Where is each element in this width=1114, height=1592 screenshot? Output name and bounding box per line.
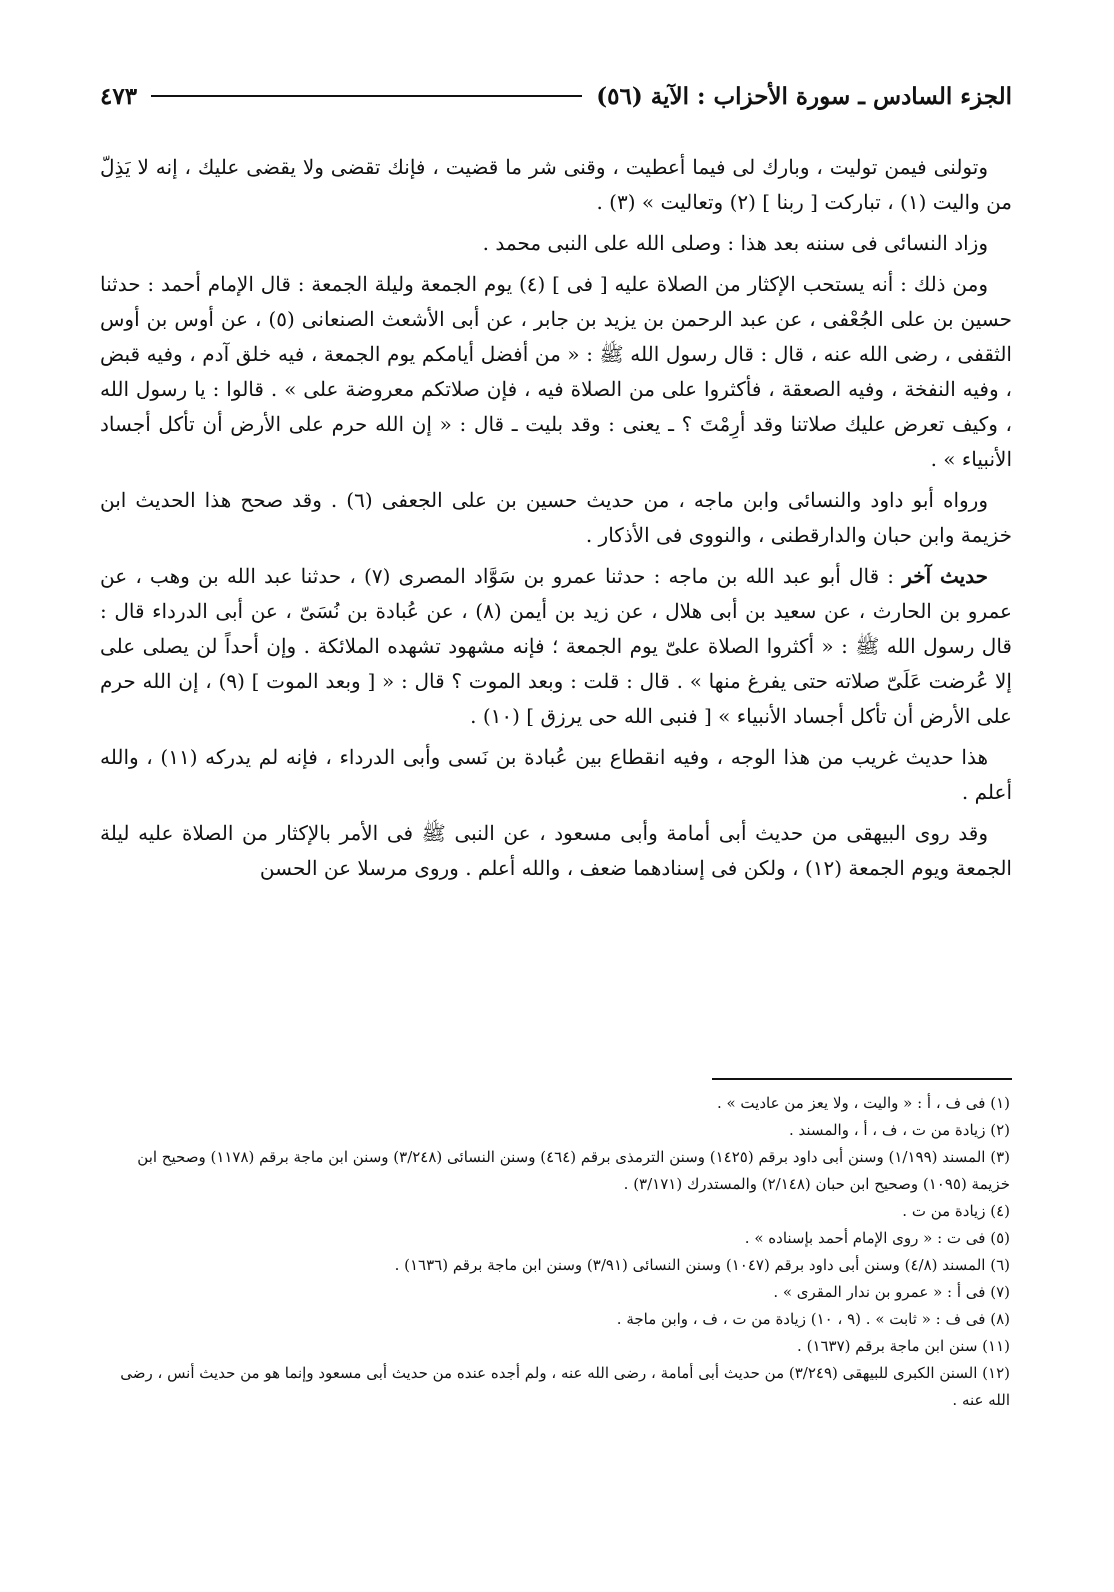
main-text bbox=[100, 150, 1012, 892]
paragraph: ومن ذلك : أنه يستحب الإكثار من الصلاة عليه [ فى ] (٤) يوم الجمعة وليلة الجمعة : قال الإمام أحمد : حدثنا حسين بن على الجُعْفى ، عن عبد الرحمن بن يزيد بن جابر ، عن أبى الأشعث الصنعانى (٥) ، عن أوس بن أوس الثقفى ، رضى الله عنه ، قال : قال رسول الله ﷺ : « من أفضل أيامكم يوم الجمعة ، فيه خلق آدم ، وفيه قبض ، وفيه النفخة ، وفيه الصعقة ، فأكثروا على من الصلاة فيه ، فإن صلاتكم معروضة على » . قالوا : يا رسول الله ، وكيف تعرض عليك صلاتنا وقد أرِمْتَ ؟ ـ يعنى : وقد بليت ـ قال : « إن الله حرم على الأرض أن تأكل أجساد الأنبياء » . bbox=[100, 272, 1012, 471]
paragraph: وقد روى البيهقى من حديث أبى أمامة وأبى مسعود ، عن النبى ﷺ فى الأمر بالإكثار من الصلاة عليه ليلة الجمعة ويوم الجمعة (١٢) ، ولكن فى إسنادهما ضعف ، والله أعلم . وروى مرسلا عن الحسن bbox=[100, 821, 1012, 880]
paragraph: وزاد النسائى فى سننه بعد هذا : وصلى الله على النبى محمد . bbox=[482, 231, 988, 255]
paragraph: هذا حديث غريب من هذا الوجه ، وفيه انقطاع بين عُبادة بن نَسى وأبى الدرداء ، فإنه لم يدركه (١١) ، والله أعلم . bbox=[100, 745, 1012, 804]
header-rule bbox=[151, 95, 582, 97]
footnotes bbox=[100, 1090, 1012, 1414]
footnote: (٦) المسند (٤/٨) وسنن أبى داود برقم (١٠٤٧) وسنن النسائى (٣/٩١) وسنن ابن ماجة برقم (١٦٣٦) . bbox=[394, 1256, 1010, 1274]
footnote: (٢) زيادة من ت ، ف ، أ ، والمسند . bbox=[789, 1121, 1010, 1139]
page-header bbox=[100, 76, 1012, 116]
page-number: ٤٧٣ bbox=[100, 82, 138, 110]
footnote: (٨) فى ف : « ثابت » . (٩ ، ١٠) زيادة من ت ، ف ، وابن ماجة . bbox=[616, 1310, 1010, 1328]
footnote: (٥) فى ت : « روى الإمام أحمد بإسناده » . bbox=[744, 1229, 1010, 1247]
paragraph-lead: حديث آخر bbox=[902, 564, 989, 588]
footnote: (١) فى ف ، أ : « واليت ، ولا يعز من عاديت » . bbox=[716, 1094, 1010, 1112]
footnote: (٧) فى أ : « عمرو بن ندار المقرى » . bbox=[773, 1283, 1010, 1301]
footnote-separator bbox=[712, 1078, 1012, 1080]
paragraph: وتولنى فيمن توليت ، وبارك لى فيما أعطيت ، وقنى شر ما قضيت ، فإنك تقضى ولا يقضى عليك ، إنه لا يَذِلّ من واليت (١) ، تباركت [ ربنا ] (٢) وتعاليت » (٣) . bbox=[100, 155, 1012, 214]
footnote: (٤) زيادة من ت . bbox=[902, 1202, 1010, 1220]
paragraph: حديث آخر : قال أبو عبد الله بن ماجه : حدثنا عمرو بن سَوَّاد المصرى (٧) ، حدثنا عبد الله بن وهب ، عن عمرو بن الحارث ، عن سعيد بن أبى هلال ، عن زيد بن أيمن (٨) ، عن عُبادة بن نُسَىّ ، عن أبى الدرداء قال : قال رسول الله ﷺ : « أكثروا الصلاة علىّ يوم الجمعة ؛ فإنه مشهود تشهده الملائكة . وإن أحداً لن يصلى على إلا عُرضت عَلَىّ صلاته حتى يفرغ منها » . قال : قلت : وبعد الموت ؟ قال : « [ وبعد الموت ] (٩) ، إن الله حرم على الأرض أن تأكل أجساد الأنبياء » [ فنبى الله حى يرزق ] (١٠) . bbox=[100, 564, 1012, 728]
footnote: (٣) المسند (١/١٩٩) وسنن أبى داود برقم (١٤٢٥) وسنن الترمذى برقم (٤٦٤) وسنن النسائى (٣/٢٤٨) وسنن ابن ماجة برقم (١١٧٨) وصحيح ابن خزيمة (١٠٩٥) وصحيح ابن حبان (٢/١٤٨) والمستدرك (٣/١٧١) . bbox=[137, 1148, 1010, 1193]
paragraph: ورواه أبو داود والنسائى وابن ماجه ، من حديث حسين بن على الجعفى (٦) . وقد صحح هذا الحديث ابن خزيمة وابن حبان والدارقطنى ، والنووى فى الأذكار . bbox=[100, 488, 1012, 547]
footnote: (١٢) السنن الكبرى للبيهقى (٣/٢٤٩) من حديث أبى أمامة ، رضى الله عنه ، ولم أجده عنده من حديث أبى مسعود وإنما هو من حديث أنس ، رضى الله عنه . bbox=[120, 1364, 1010, 1409]
footnote: (١١) سنن ابن ماجة برقم (١٦٣٧) . bbox=[797, 1337, 1010, 1355]
running-title: الجزء السادس ـ سورة الأحزاب : الآية (٥٦) bbox=[596, 82, 1012, 110]
